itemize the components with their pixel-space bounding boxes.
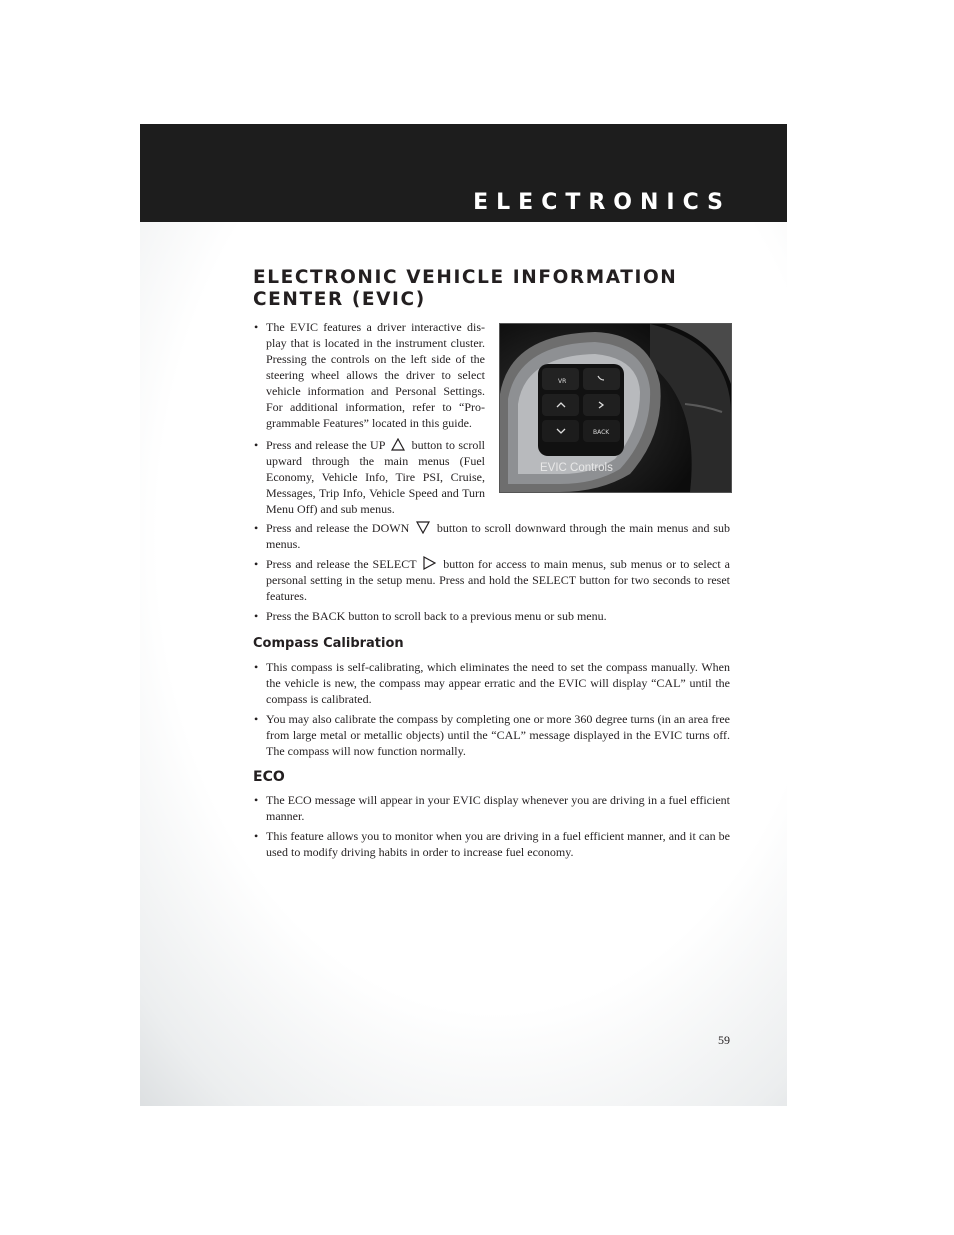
evic-bullet-text: button to scroll downward through the main menus and sub menus. — [266, 521, 730, 551]
list-item — [253, 711, 730, 759]
compass-bullet-text: This compass is self-calibrating, which eliminates the need to set the compass manually. When the vehicle is new, the compass may appear erratic and the EVIC will display “CAL” until the compass is calibrated. — [266, 660, 730, 706]
list-item — [253, 319, 485, 431]
manual-page — [140, 124, 787, 1106]
evic-bullets-wide — [253, 520, 730, 628]
up-arrow-icon — [391, 438, 405, 451]
header-band — [140, 124, 787, 222]
chapter-title: ELECTRONICS — [473, 190, 731, 215]
eco-heading: ECO — [253, 769, 285, 785]
evic-bullet-text: Press and release the SELECT — [266, 557, 417, 571]
eco-bullets — [253, 792, 730, 864]
list-item — [253, 659, 730, 707]
evic-bullet-text: button to scroll upward through the main menus (Fuel Economy, Vehicle Info, Tire PSI, Cruise, Messages, Trip Info, Vehicle Speed and Turn Menu Off) and sub menus. — [266, 438, 486, 516]
list-item — [253, 828, 730, 860]
list-item — [253, 520, 730, 552]
page-number: 59 — [718, 1033, 730, 1047]
section-title: ELECTRONIC VEHICLE INFORMATION CENTER (EVIC) — [253, 267, 678, 310]
evic-controls-photo — [499, 323, 732, 493]
select-arrow-icon — [423, 556, 436, 570]
down-arrow-icon — [416, 521, 430, 534]
eco-bullet-text: The ECO message will appear in your EVIC display whenever you are driving in a fuel efficient manner. — [266, 793, 730, 823]
list-item — [253, 556, 730, 604]
photo-caption: EVIC Controls — [540, 462, 613, 474]
evic-bullet-text: button for access to main menus, sub menus or to select a personal setting in the setup menu. Press and hold the SELECT button for two seconds to reset features. — [266, 557, 730, 603]
evic-bullet-text: The EVIC features a driver interactive dis-play that is located in the instrument cluster. Pressing the controls on the left side of the steering wheel allows the driver to select vehicle information and Personal Settings. For additional information, refer to “Pro-grammable Features” located in this guide. — [266, 320, 485, 430]
evic-bullet-text: Press and release the DOWN — [266, 521, 410, 535]
evic-bullet-text: Press and release the UP — [266, 438, 385, 452]
steering-wheel-illustration — [500, 324, 731, 492]
compass-bullet-text: You may also calibrate the compass by completing one or more 360 degree turns (in an area free from large metal or metallic objects) until the “CAL” message displayed in the EVIC turns off. The compass will now function normally. — [266, 712, 730, 758]
list-item — [253, 792, 730, 824]
compass-heading: Compass Calibration — [253, 636, 404, 651]
list-item — [253, 608, 730, 624]
list-item — [253, 437, 485, 517]
vr-button-label: VR — [558, 378, 567, 385]
compass-bullets — [253, 659, 730, 763]
evic-bullets-narrow — [253, 319, 485, 521]
evic-bullet-text: Press the BACK button to scroll back to a previous menu or sub menu. — [266, 609, 607, 623]
back-button-label: BACK — [593, 429, 610, 436]
eco-bullet-text: This feature allows you to monitor when you are driving in a fuel efficient manner, and it can be used to modify driving habits in order to increase fuel economy. — [266, 829, 730, 859]
